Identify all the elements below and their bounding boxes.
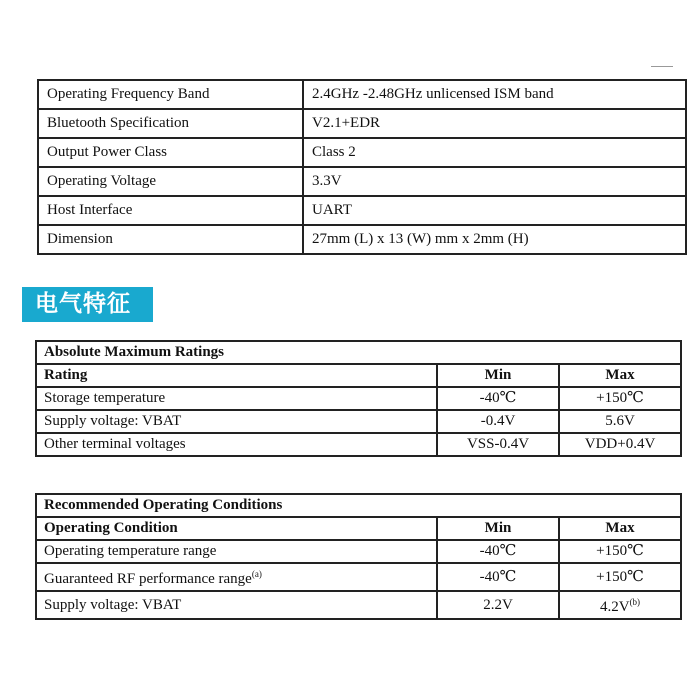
column-header-max: Max [559,364,681,387]
condition-min: 2.2V [437,591,559,619]
table-row [36,387,681,410]
absolute-max-ratings-table [35,340,682,457]
table-row [38,196,686,225]
rating-name: Storage temperature [36,387,437,410]
recommended-operating-conditions-table [35,493,682,620]
table-title: Absolute Maximum Ratings [36,341,681,364]
table-row [36,591,681,619]
table-header-row [36,364,681,387]
table-title: Recommended Operating Conditions [36,494,681,517]
footnote-marker: (b) [629,597,641,607]
table-title-row [36,341,681,364]
section-title-electrical: 电气特征 [22,287,153,322]
condition-max: +150℃ [559,540,681,563]
rating-min: -40℃ [437,387,559,410]
spec-value: 27mm (L) x 13 (W) mm x 2mm (H) [303,225,686,254]
spec-label: Operating Frequency Band [38,80,303,109]
column-header-condition: Operating Condition [36,517,437,540]
table-row [36,433,681,456]
rating-max: VDD+0.4V [559,433,681,456]
rating-min: -0.4V [437,410,559,433]
condition-name: Operating temperature range [36,540,437,563]
spec-label: Bluetooth Specification [38,109,303,138]
spec-value: V2.1+EDR [303,109,686,138]
rating-max: +150℃ [559,387,681,410]
column-header-rating: Rating [36,364,437,387]
condition-max-cell [559,591,681,619]
column-header-max: Max [559,517,681,540]
table-header-row [36,517,681,540]
spec-label: Host Interface [38,196,303,225]
table-title-row [36,494,681,517]
edge-mark [651,66,673,75]
footnote-marker: (a) [251,569,262,579]
condition-max: 4.2V [599,599,630,615]
spec-label: Output Power Class [38,138,303,167]
rating-name: Supply voltage: VBAT [36,410,437,433]
column-header-min: Min [437,364,559,387]
table-row [36,410,681,433]
spec-label: Dimension [38,225,303,254]
condition-min: -40℃ [437,540,559,563]
table-row [38,138,686,167]
condition-name: Supply voltage: VBAT [36,591,437,619]
condition-name-cell [36,563,437,591]
table-row [38,109,686,138]
table-row [38,80,686,109]
table-row [38,225,686,254]
condition-min: -40℃ [437,563,559,591]
rating-name: Other terminal voltages [36,433,437,456]
condition-name: Guaranteed RF performance range [44,571,252,587]
spec-value: 2.4GHz -2.48GHz unlicensed ISM band [303,80,686,109]
rating-max: 5.6V [559,410,681,433]
table-row [36,563,681,591]
spec-label: Operating Voltage [38,167,303,196]
spec-value: Class 2 [303,138,686,167]
spec-value: UART [303,196,686,225]
condition-max: +150℃ [559,563,681,591]
column-header-min: Min [437,517,559,540]
table-row [36,540,681,563]
spec-value: 3.3V [303,167,686,196]
table-row [38,167,686,196]
rating-min: VSS-0.4V [437,433,559,456]
spec-table [37,79,687,255]
